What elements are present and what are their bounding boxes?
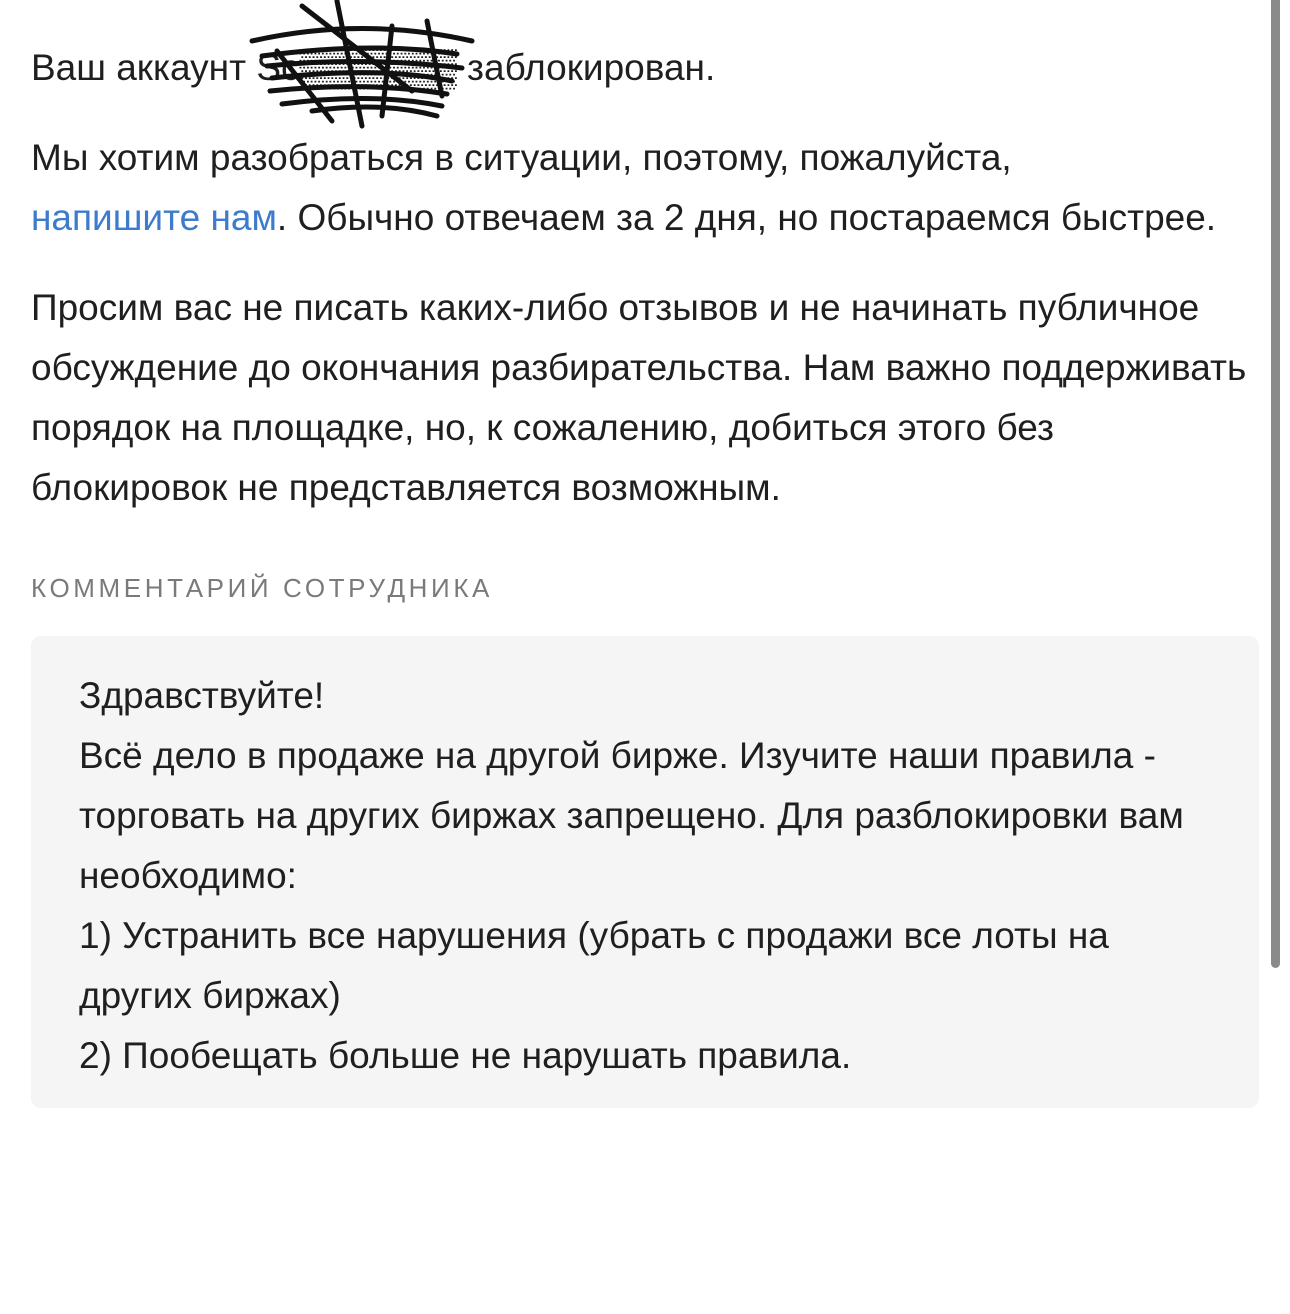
comment-step-2: 2) Пообещать больше не нарушать правила. xyxy=(79,1035,852,1076)
comment-step-1: 1) Устранить все нарушения (убрать с продажи все лоты на других биржах) xyxy=(79,915,1109,1016)
intro-paragraph xyxy=(31,128,1259,248)
status-prefix: Ваш аккаунт xyxy=(31,47,257,88)
comment-greeting: Здравствуйте! xyxy=(79,675,325,716)
ban-notice xyxy=(31,38,1259,1108)
request-paragraph: Просим вас не писать каких-либо отзывов и не начинать публичное обсуждение до окончания разбирательства. Нам важно поддерживать порядок на площадке, но, к сожалению, добиться этого без блокировок не представляется возможным. xyxy=(31,287,1247,508)
redacted-username-text: Sc▒▒▒▒▒▒ з xyxy=(256,47,485,88)
status-suffix: аблокирован. xyxy=(484,47,716,88)
comment-reason: Всё дело в продаже на другой бирже. Изучите наши правила - торговать на других биржах запрещено. Для разблокировки вам необходимо: xyxy=(79,735,1184,896)
staff-comment-box xyxy=(31,636,1259,1108)
intro-text-after: . Обычно отвечаем за 2 дня, но постараемся быстрее. xyxy=(276,197,1217,238)
ban-status-text xyxy=(31,38,1259,98)
write-to-us-link[interactable]: напишите нам xyxy=(31,197,277,238)
staff-comment-label: КОММЕНТАРИЙ СОТРУДНИКА xyxy=(31,573,494,603)
scrollbar[interactable] xyxy=(1271,0,1280,968)
intro-text-before: Мы хотим разобраться в ситуации, поэтому, пожалуйста, xyxy=(31,137,1012,178)
redacted-username xyxy=(256,38,484,98)
